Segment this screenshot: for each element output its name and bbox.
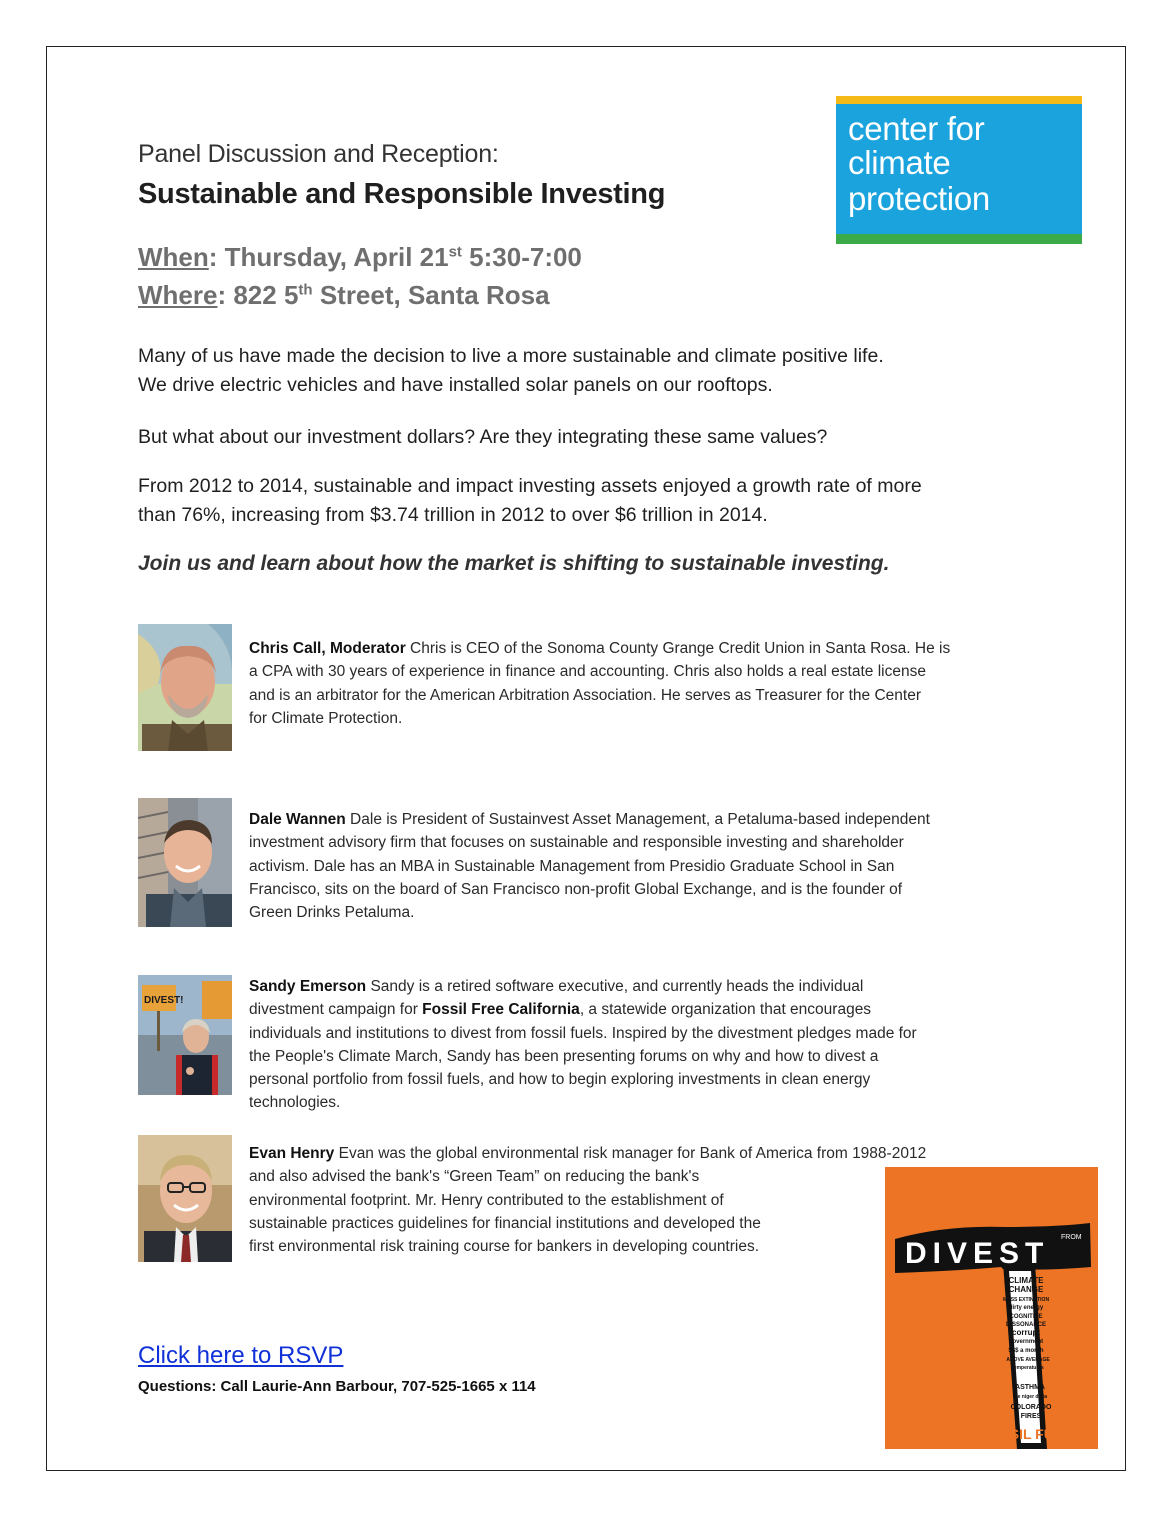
bio-line: a CPA with 30 years of experience in finance and accounting. Chris also holds a real estate license (249, 663, 926, 681)
bio-line: investment advisory firm that focuses on sustainable and responsible investing and shareholder (249, 834, 904, 852)
sandy-emerson-photo (138, 975, 232, 1095)
bio-line: for Climate Protection. (249, 709, 403, 727)
bio-line: sustainable practices guidelines for financial institutions and developed the (249, 1214, 761, 1232)
bio-text: Sandy is a retired software executive, and currently heads the individual (366, 978, 864, 995)
bio-text: Dale is President of Sustainvest Asset Management, a Petaluma-based independent (345, 811, 930, 828)
chris-call-bio (249, 637, 1039, 730)
bio-line: first environmental risk training course for bankers in developing countries. (249, 1238, 760, 1256)
panelist-name: Chris Call, Moderator (249, 640, 406, 657)
bio-text: Evan was the global environmental risk manager for Bank of America from 1988-2012 (334, 1145, 927, 1162)
bio-text: Chris is CEO of the Sonoma County Grange Credit Union in Santa Rosa. He is (405, 640, 951, 657)
book-word: dirty energy (1008, 1305, 1044, 1311)
bio-text: divestment campaign for (249, 1001, 423, 1019)
bio-line: environmental footprint. Mr. Henry contributed to the establishment of (249, 1191, 724, 1209)
bio-line (249, 998, 1039, 1021)
rsvp-link[interactable]: Click here to RSVP (138, 1342, 344, 1369)
evan-henry-photo (138, 1135, 232, 1262)
book-word: CLIMATE (1008, 1276, 1044, 1285)
book-word: ASTHMA (1015, 1384, 1045, 1391)
bio-line: individuals and institutions to divest from fossil fuels. Inspired by the divestment pledges made for (249, 1024, 917, 1042)
center-for-climate-protection-logo (836, 96, 1082, 244)
book-word: MASS EXTINCTION (1002, 1297, 1050, 1303)
bio-text: , a statewide organization that encourages (579, 1001, 872, 1019)
logo-line-2: climate (848, 144, 951, 181)
bio-line: personal portfolio from fossil fuels, and how to begin exploring investments in clean energy (249, 1071, 871, 1089)
book-from: FROM (1061, 1234, 1082, 1241)
bio-line: and is an arbitrator for the American Arbitration Association. He serves as Treasurer for the Center (249, 686, 921, 704)
logo-yellow-bar (836, 96, 1082, 104)
intro-paragraph-2: But what about our investment dollars? Are they integrating these same values? (138, 426, 828, 448)
panelist-name: Evan Henry (249, 1145, 335, 1162)
where-label: Where (138, 280, 218, 310)
sandy-emerson-bio (249, 975, 1039, 1115)
bio-line: activism. Dale has an MBA in Sustainable Management from Presidio Graduate School in San (249, 857, 895, 875)
call-to-action: Join us and learn about how the market is shifting to sustainable investing. (138, 552, 890, 575)
book-title: DIVEST (905, 1237, 1050, 1270)
event-where (138, 280, 550, 311)
where-street: Street, Santa Rosa (312, 280, 550, 310)
bio-line: the People's Climate March, Sandy has been presenting forums on why and how to divest a (249, 1047, 879, 1065)
intro-paragraph-1 (138, 342, 1038, 400)
book-word: temperatures (1012, 1365, 1044, 1371)
divest-book-cover (885, 1167, 1098, 1449)
bio-line (249, 637, 1039, 660)
where-address: : 822 5 (217, 280, 299, 310)
bio-line (249, 808, 1039, 831)
chris-call-photo (138, 624, 232, 751)
book-word: DISSONANCE (1005, 1322, 1047, 1328)
bio-line: Francisco, sits on the board of San Francisco non-profit Global Exchange, and is the founder of (249, 880, 903, 898)
dale-wannen-bio (249, 808, 1039, 924)
event-when (138, 242, 582, 273)
bio-line: technologies. (249, 1094, 341, 1112)
event-subtitle: Panel Discussion and Reception: (138, 140, 499, 168)
when-time: 5:30-7:00 (461, 242, 582, 272)
book-footer: FOSSIL FUELS (980, 1426, 1082, 1442)
book-word: government (1008, 1339, 1044, 1345)
bio-line: Green Drinks Petaluma. (249, 904, 415, 922)
where-suffix: th (298, 281, 313, 299)
when-date: : Thursday, April 21 (208, 242, 449, 272)
panelist-name: Sandy Emerson (249, 978, 367, 995)
book-word: CHANGE (1008, 1285, 1044, 1294)
sign-text: DIVEST! (144, 995, 184, 1006)
intro-paragraph-3 (138, 472, 1038, 530)
book-word: the niger delta (1012, 1394, 1048, 1400)
event-title: Sustainable and Responsible Investing (138, 178, 666, 210)
intro-p1-line-2: We drive electric vehicles and have installed solar panels on our rooftops. (138, 374, 773, 396)
logo-line-1: center for (848, 110, 985, 147)
book-word: $$$ a month (1008, 1348, 1044, 1354)
book-word: ABOVE AVERAGE (1006, 1357, 1050, 1363)
bio-line (249, 1142, 1039, 1165)
logo-green-bar (836, 234, 1082, 244)
when-suffix: st (448, 243, 462, 261)
intro-p3-line-2: than 76%, increasing from $3.74 trillion in 2012 to over $6 trillion in 2014. (138, 504, 768, 526)
questions-contact: Questions: Call Laurie-Ann Barbour, 707-525-1665 x 114 (138, 1378, 536, 1395)
intro-p1-line-1: Many of us have made the decision to live a more sustainable and climate positive life. (138, 345, 884, 367)
book-word: FIRES (1020, 1413, 1042, 1420)
dale-wannen-photo (138, 798, 232, 927)
organization-name: Fossil Free California (422, 1001, 580, 1019)
when-label: When (138, 242, 209, 272)
logo-line-3: protection (848, 180, 990, 217)
book-word: COLORADO (1010, 1404, 1052, 1411)
bio-line: and also advised the bank's “Green Team” on reducing the bank's (249, 1168, 700, 1186)
intro-p3-line-1: From 2012 to 2014, sustainable and impact investing assets enjoyed a growth rate of more (138, 475, 922, 497)
bio-line (249, 975, 1039, 998)
panelist-name: Dale Wannen (249, 811, 346, 828)
book-word: corrupt (1012, 1328, 1040, 1337)
book-word: COGNITIVE (1009, 1314, 1043, 1320)
